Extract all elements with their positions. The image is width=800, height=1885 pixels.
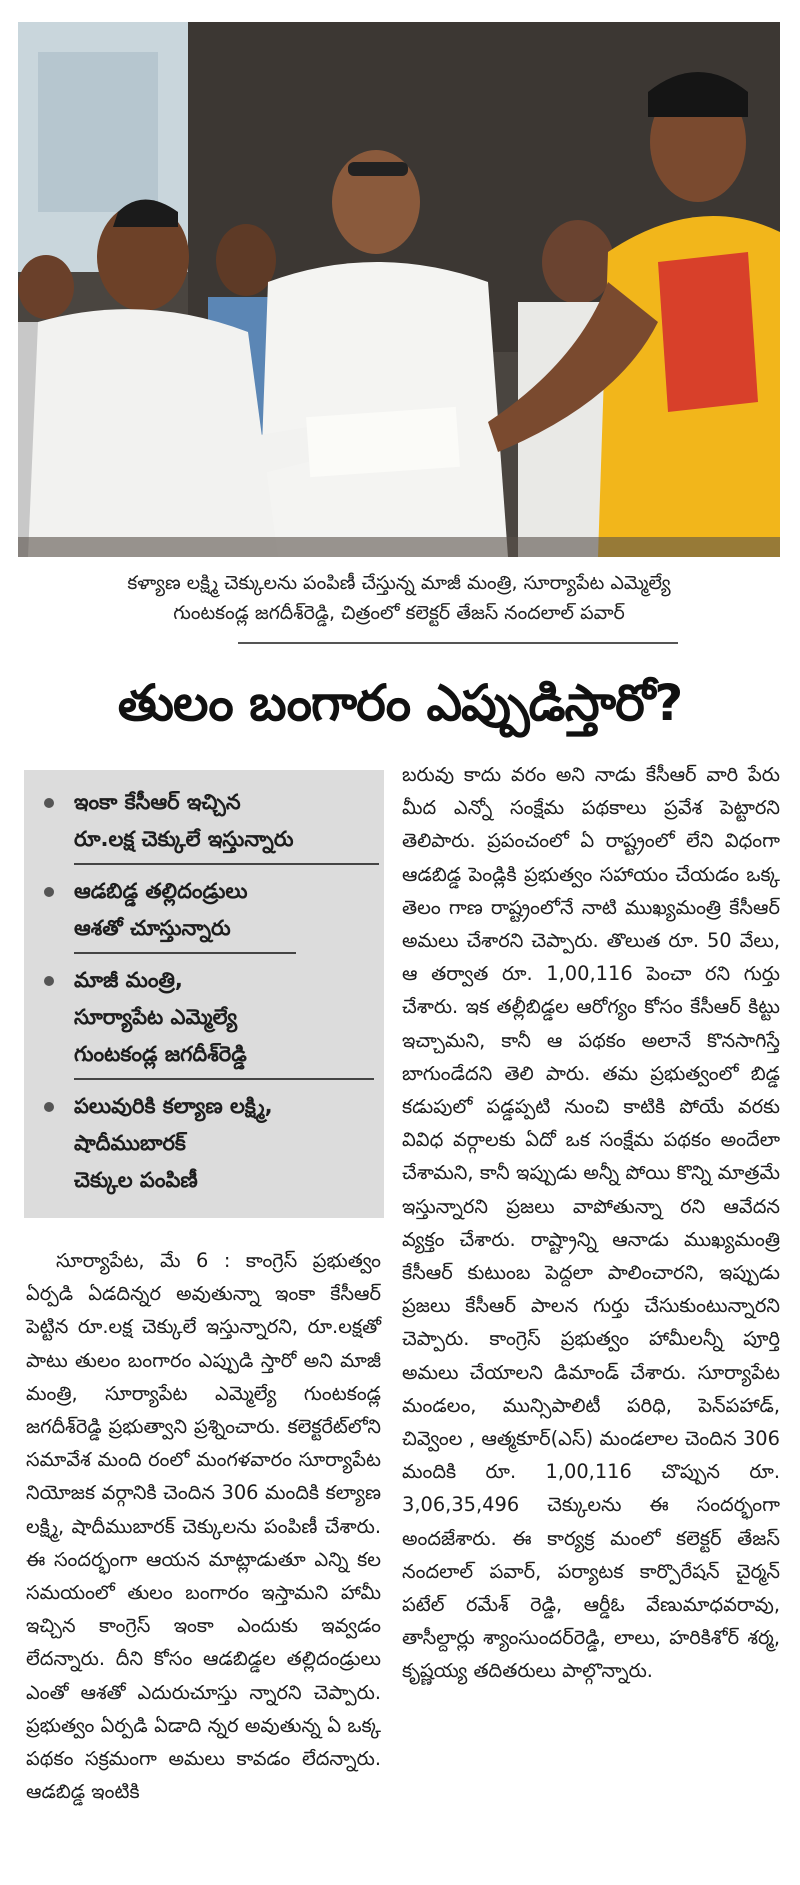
caption-line-2: గుంటకండ్ల జగదీశ్‌రెడ్డి, చిత్రంలో కలెక్టర్ తేజస్ నందలాల్ పవార్ [173, 602, 625, 624]
caption-divider [238, 642, 678, 644]
caption-line-1: కళ్యాణ లక్ష్మి చెక్కులను పంపిణీ చేస్తున్న మాజీ మంత్రి, సూర్యాపేట ఎమ్మెల్యే [127, 572, 671, 594]
highlight-line: ఆశతో చూస్తున్నారు [74, 916, 231, 940]
highlights-box [24, 770, 384, 1218]
highlight-line: పలువురికి కల్యాణ లక్ష్మి, [74, 1094, 273, 1118]
bullet-icon [44, 887, 54, 897]
bullet-icon [44, 1102, 54, 1112]
bullet-icon [44, 976, 54, 986]
bullet-icon [44, 798, 54, 808]
highlight-underline [74, 952, 296, 954]
headline: తులం బంగారం ఎప్పుడిస్తారో? [117, 674, 683, 732]
highlight-underline [74, 1078, 374, 1080]
highlight-item [42, 1088, 368, 1199]
news-photo-illustration [18, 22, 780, 557]
column-divider [391, 760, 392, 1870]
article-column-right: బరువు కాదు వరం అని నాడు కేసీఆర్ వారి పేరు మీద ఎన్నో సంక్షేమ పథకాలు ప్రవేశ పెట్టారని తెలిపారు. ప్రపంచంలో ఏ రాష్ట్రంలో లేని విధంగా ఆడబిడ్డ పెండ్లికి ప్రభుత్వం సహాయం చేయడం ఒక్క తెలం గాణ రాష్ట్రంలోనే నాటి ముఖ్యమంత్రి కేసీఆర్ అమలు చేశారని చెప్పారు. తొలుత రూ. 50 వేలు, ఆ తర్వాత రూ. 1,00,116 పెంచా రని గుర్తు చేశారు. ఇక తల్లీబిడ్డల ఆరోగ్యం కోసం కేసీఆర్ కిట్టు ఇచ్చామని, కానీ ఆ పథకం అలానే కొనసాగిస్తే బాగుండేదని తెలి పారు. తమ ప్రభుత్వంలో బిడ్డ కడుపులో పడ్డప్పటి నుంచి కాటికి పోయే వరకు వివిధ వర్గాలకు ఏదో ఒక సంక్షేమ పథకం అందేలా చేశామని, కానీ ఇప్పుడు అన్నీ పోయి కొన్ని మాత్రమే ఇస్తున్నారని ప్రజలు వాపోతున్నా రని ఆవేదన వ్యక్తం చేశారు. రాష్ట్రాన్ని ఆనాడు ముఖ్యమంత్రి కేసీఆర్ కుటుంబ పెద్దలా పాలించారని, ఇప్పుడు ప్రజలు కేసీఆర్ పాలన గుర్తు చేసుకుంటున్నారని చెప్పారు. కాంగ్రెస్ ప్రభుత్వం హామీలన్నీ పూర్తి అమలు చేయాలని డిమాండ్ చేశారు. సూర్యాపేట మండలం, మున్సిపాలిటీ పరిధి, పెన్‌పహాడ్, చివ్వెంల , ఆత్మకూర్(ఎస్) మండలాల చెందిన 306 మందికి రూ. 1,00,116 చొప్పున రూ. 3,06,35,496 చెక్కులను ఈ సందర్భంగా అందజేశారు. ఈ కార్యక్ర మంలో కలెక్టర్ తేజస్ నందలాల్ పవార్, పర్యాటక కార్పొరేషన్ చైర్మన్ పటేల్ రమేశ్ రెడ్డి, ఆర్డీఓ వేణుమాధవరావు, తాసీల్దార్లు శ్యాంసుందర్‌రెడ్డి, లాలు, హరికిశోర్ శర్మ, కృష్ణయ్య తదితరులు పాల్గొన్నారు. [402, 763, 780, 1683]
highlight-line: చెక్కుల పంపిణీ [74, 1168, 198, 1192]
highlight-item [42, 873, 368, 954]
highlight-line: ఆడబిడ్డ తల్లిదండ్రులు [74, 879, 248, 903]
highlight-line: రూ.లక్ష చెక్కులే ఇస్తున్నారు [74, 827, 294, 851]
highlight-line: గుంటకండ్ల జగదీశ్‌రెడ్డి [74, 1042, 247, 1066]
photo-caption [18, 568, 780, 628]
highlight-underline [74, 863, 379, 865]
article-column-left: సూర్యాపేట, మే 6 : కాంగ్రెస్ ప్రభుత్వం ఏర్పడి ఏడదిన్నర అవుతున్నా ఇంకా కేసీఆర్ పెట్టిన రూ.లక్ష చెక్కులే ఇస్తున్నారని, రూ.లక్షతో పాటు తులం బంగారం ఎప్పుడి స్తారో అని మాజీ మంత్రి, సూర్యాపేట ఎమ్మెల్యే గుంటకండ్ల జగదీశ్‌రెడ్డి ప్రభుత్వాని ప్రశ్నించారు. కలెక్టరేట్‌లోని సమావేశ మంది రంలో మంగళవారం సూర్యాపేట నియోజక వర్గానికి చెందిన 306 మందికి కల్యాణ లక్ష్మి, షాదీముబారక్ చెక్కులను పంపిణీ చేశారు. ఈ సందర్భంగా ఆయన మాట్లాడుతూ ఎన్ని కల సమయంలో తులం బంగారం ఇస్తామని హామీ ఇచ్చిన కాంగ్రెస్ ఇంకా ఎందుకు ఇవ్వడం లేదన్నారు. దీని కోసం ఆడబిడ్డల తల్లిదండ్రులు ఎంతో ఆశతో ఎదురుచూస్తు న్నారని చెప్పారు. ప్రభుత్వం ఏర్పడి ఏడాది న్నర అవుతున్న ఏ ఒక్క పథకం సక్రమంగా అమలు కావడం లేదన్నారు. ఆడబిడ్డ ఇంటికి [26, 1249, 381, 1804]
highlight-line: షాదీముబారక్ [74, 1131, 186, 1155]
highlight-item [42, 784, 368, 865]
news-photo [18, 22, 780, 557]
highlight-line: సూర్యాపేట ఎమ్మెల్యే [74, 1005, 238, 1029]
highlight-line: మాజీ మంత్రి, [74, 968, 183, 992]
highlight-line: ఇంకా కేసీఆర్ ఇచ్చిన [74, 790, 241, 814]
highlight-item [42, 962, 368, 1080]
